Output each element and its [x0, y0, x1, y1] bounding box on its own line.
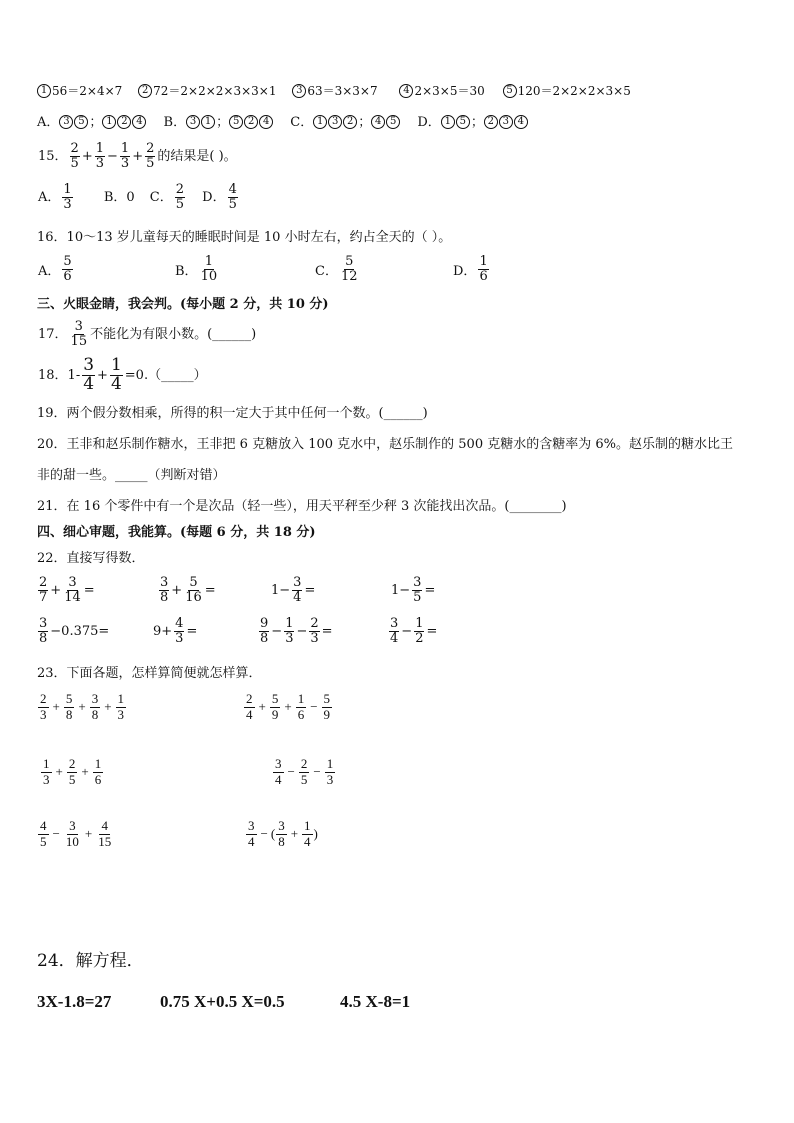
- fraction: $\frac{3}{10}$: [65, 818, 79, 849]
- circled-number: 3: [328, 115, 342, 129]
- q14-options: [37, 115, 529, 129]
- q22-expr-8: $\frac{3}{4}$ − $\frac{1}{2}$ =: [390, 616, 438, 646]
- q15-options: A． $\frac{1}{3}$ B．0 C． $\frac{2}{5}$ D． $\frac{4}{5}$: [38, 182, 237, 212]
- fraction: $\frac{2}{5}$: [175, 182, 185, 212]
- q16-option-c: C． $\frac{5}{12}$: [315, 254, 358, 284]
- q18: 18．1- $\frac{3}{4}$ + $\frac{1}{4}$ =0.（_____）: [38, 355, 207, 394]
- q23-title: 23．下面各题，怎样算简便就怎样算．: [37, 666, 262, 681]
- circled-number: 5: [74, 115, 88, 129]
- fraction: $\frac{2}{4}$: [246, 691, 253, 722]
- q19: 19．两个假分数相乘，所得的积一定大于其中任何一个数。(______): [37, 406, 428, 421]
- fraction: $\frac{5}{9}$: [271, 691, 279, 722]
- section-4-heading: 四、细心审题，我能算。(每题 6 分，共 18 分): [37, 525, 316, 540]
- fraction: $\frac{1}{3}$: [326, 756, 334, 787]
- fraction: $\frac{3}{4}$: [293, 575, 302, 605]
- fraction: $\frac{3}{8}$: [91, 691, 99, 722]
- fraction: $\frac{2}{5}$: [68, 756, 76, 787]
- q23-expr-2a: $\frac{1}{3}$ + $\frac{2}{5}$ + $\frac{1}{6}$: [43, 756, 102, 787]
- fraction: $\frac{1}{6}$: [297, 691, 305, 722]
- circled-number: 4: [132, 115, 146, 129]
- fraction: $\frac{1}{6}$: [479, 254, 488, 284]
- q24-title: 24．解方程．: [37, 951, 144, 971]
- q22-expr-7: $\frac{9}{8}$ − $\frac{1}{3}$ − $\frac{2}{3}$ =: [260, 616, 333, 646]
- fraction: $\frac{3}{4}$: [83, 355, 95, 394]
- q22-expr-5: $\frac{3}{8}$ −0.375=: [39, 616, 110, 646]
- fraction: $\frac{5}{16}$: [185, 575, 202, 605]
- q14-option-d: D． 1 5 ； 2 3 4: [417, 115, 528, 130]
- fraction: $\frac{1}{3}$: [63, 182, 72, 212]
- fraction: $\frac{3}{8}$: [39, 616, 48, 646]
- fraction: $\frac{2}{5}$: [146, 141, 155, 171]
- q23-expr-3a: $\frac{4}{5}$ − $\frac{3}{10}$ + $\frac{4}{15}$: [40, 818, 112, 849]
- q24-equation-2: 0.75 X+0.5 X=0.5: [160, 992, 285, 1011]
- fraction: $\frac{3}{14}$: [64, 575, 81, 605]
- q17: 17． $\frac{3}{15}$ 不能化为有限小数。(______): [38, 319, 257, 349]
- q14-option-a: A． 3 5 ； 1 2 4: [37, 115, 147, 130]
- fraction: $\frac{3}{8}$: [278, 818, 285, 849]
- q23-expr-1b: $\frac{2}{4}$ + $\frac{5}{9}$ + $\frac{1}{6}$ − $\frac{5}{9}$: [246, 691, 331, 722]
- fraction: $\frac{2}{5}$: [70, 141, 79, 171]
- fraction: $\frac{5}{8}$: [65, 691, 73, 722]
- q23-expr-2b: $\frac{3}{4}$ − $\frac{2}{5}$ − $\frac{1}{3}$: [275, 756, 334, 787]
- fraction: $\frac{1}{3}$: [95, 141, 105, 171]
- fraction: $\frac{3}{15}$: [70, 319, 88, 349]
- fraction: $\frac{2}{3}$: [310, 616, 319, 646]
- circled-number: 2: [117, 115, 131, 129]
- fraction: $\frac{5}{12}$: [340, 254, 358, 284]
- fraction: $\frac{3}{4}$: [248, 818, 255, 849]
- circled-number: 3: [59, 115, 73, 129]
- q20-line-1: 20．王非和赵乐制作糖水，王非把 6 克糖放入 100 克水中，赵乐制作的 500 克糖水的含糖率为 6%。赵乐制的糖水比王: [37, 437, 733, 452]
- q20-line-2: 非的甜一些。_____（判断对错）: [37, 468, 226, 483]
- circled-number: 3: [186, 115, 200, 129]
- fraction: $\frac{1}{4}$: [110, 355, 122, 394]
- circled-number: 1: [441, 115, 455, 129]
- q14-item-2: 2 72＝2×2×2×3×3×1: [138, 84, 276, 98]
- circled-number: 2: [343, 115, 357, 129]
- q21: 21．在 16 个零件中有一个是次品（轻一些），用天平秤至少秤 3 次能找出次品。(________): [37, 499, 567, 514]
- fraction: $\frac{1}{3}$: [43, 756, 50, 787]
- circled-number: 5: [386, 115, 400, 129]
- fraction: $\frac{1}{3}$: [120, 141, 130, 171]
- q16-option-d: D． $\frac{1}{6}$: [453, 254, 488, 284]
- q22-title: 22．直接写得数．: [37, 551, 145, 566]
- q24-equation-3: 4.5 X-8=1: [340, 992, 411, 1011]
- circled-number: 3: [499, 115, 513, 129]
- q24-equation-1: 3X-1.8=27: [37, 992, 112, 1011]
- circled-number: 3: [292, 84, 306, 98]
- fraction: $\frac{4}{15}$: [98, 818, 112, 849]
- q22-expr-3: 1− $\frac{3}{4}$ =: [271, 575, 316, 605]
- circled-number: 1: [102, 115, 116, 129]
- q16-option-a: A． $\frac{5}{6}$: [38, 254, 72, 284]
- fraction: $\frac{2}{7}$: [39, 575, 48, 605]
- q15-question: 15． $\frac{2}{5}$ + $\frac{1}{3}$ − $\frac{1}{3}$ + $\frac{2}{5}$ 的结果是( )。: [38, 141, 237, 171]
- q14-item-1: 1 56＝2×4×7: [37, 84, 122, 98]
- fraction: $\frac{3}{8}$: [160, 575, 169, 605]
- fraction: $\frac{3}{4}$: [275, 756, 282, 787]
- q14-item-5: 5 120＝2×2×2×3×5: [503, 84, 631, 98]
- q14-option-b: B． 3 1 ； 5 2 4: [164, 115, 275, 130]
- fraction: $\frac{2}{5}$: [300, 756, 308, 787]
- q22-expr-6: 9+ $\frac{4}{3}$ =: [153, 616, 198, 646]
- circled-number: 2: [484, 115, 498, 129]
- circled-number: 1: [313, 115, 327, 129]
- circled-number: 4: [399, 84, 413, 98]
- q14-statements: [37, 84, 631, 98]
- q22-expr-1: $\frac{2}{7}$ + $\frac{3}{14}$ =: [39, 575, 95, 605]
- fraction: $\frac{1}{3}$: [117, 691, 125, 722]
- fraction: $\frac{5}{9}$: [323, 691, 331, 722]
- q14-item-3: 3 63＝3×3×7: [292, 84, 377, 98]
- section-3-heading: 三、火眼金睛，我会判。(每小题 2 分，共 10 分): [37, 297, 329, 312]
- fraction: $\frac{1}{10}$: [200, 254, 218, 284]
- fraction: $\frac{4}{5}$: [40, 818, 47, 849]
- q22-expr-4: 1− $\frac{3}{5}$ =: [391, 575, 436, 605]
- circled-number: 1: [37, 84, 51, 98]
- q16-option-b: B． $\frac{1}{10}$: [175, 254, 218, 284]
- fraction: $\frac{4}{3}$: [175, 616, 184, 646]
- circled-number: 5: [229, 115, 243, 129]
- fraction: $\frac{1}{6}$: [94, 756, 102, 787]
- q16-question: 16．10～13 岁儿童每天的睡眠时间是 10 小时左右，约占全天的（ ）。: [37, 230, 452, 245]
- circled-number: 4: [259, 115, 273, 129]
- fraction: $\frac{9}{8}$: [260, 616, 269, 646]
- q22-expr-2: $\frac{3}{8}$ + $\frac{5}{16}$ =: [160, 575, 216, 605]
- q14-item-4: 4 2×3×5＝30: [399, 84, 484, 98]
- fraction: $\frac{5}{6}$: [63, 254, 72, 284]
- circled-number: 2: [138, 84, 152, 98]
- fraction: $\frac{3}{5}$: [413, 575, 422, 605]
- circled-number: 2: [244, 115, 258, 129]
- circled-number: 5: [503, 84, 517, 98]
- fraction: $\frac{1}{2}$: [415, 616, 424, 646]
- q14-option-c: C． 1 3 2 ； 4 5: [290, 115, 401, 130]
- fraction: $\frac{2}{3}$: [40, 691, 47, 722]
- fraction: $\frac{1}{4}$: [304, 818, 311, 849]
- circled-number: 5: [456, 115, 470, 129]
- fraction: $\frac{3}{4}$: [390, 616, 399, 646]
- fraction: $\frac{4}{5}$: [228, 182, 237, 212]
- fraction: $\frac{1}{3}$: [285, 616, 294, 646]
- circled-number: 4: [514, 115, 528, 129]
- circled-number: 1: [201, 115, 215, 129]
- circled-number: 4: [371, 115, 385, 129]
- q23-expr-3b: $\frac{3}{4}$ − ( $\frac{3}{8}$ + $\frac{1}{4}$ ): [248, 818, 318, 849]
- q23-expr-1a: $\frac{2}{3}$ + $\frac{5}{8}$ + $\frac{3}{8}$ + $\frac{1}{3}$: [40, 691, 125, 722]
